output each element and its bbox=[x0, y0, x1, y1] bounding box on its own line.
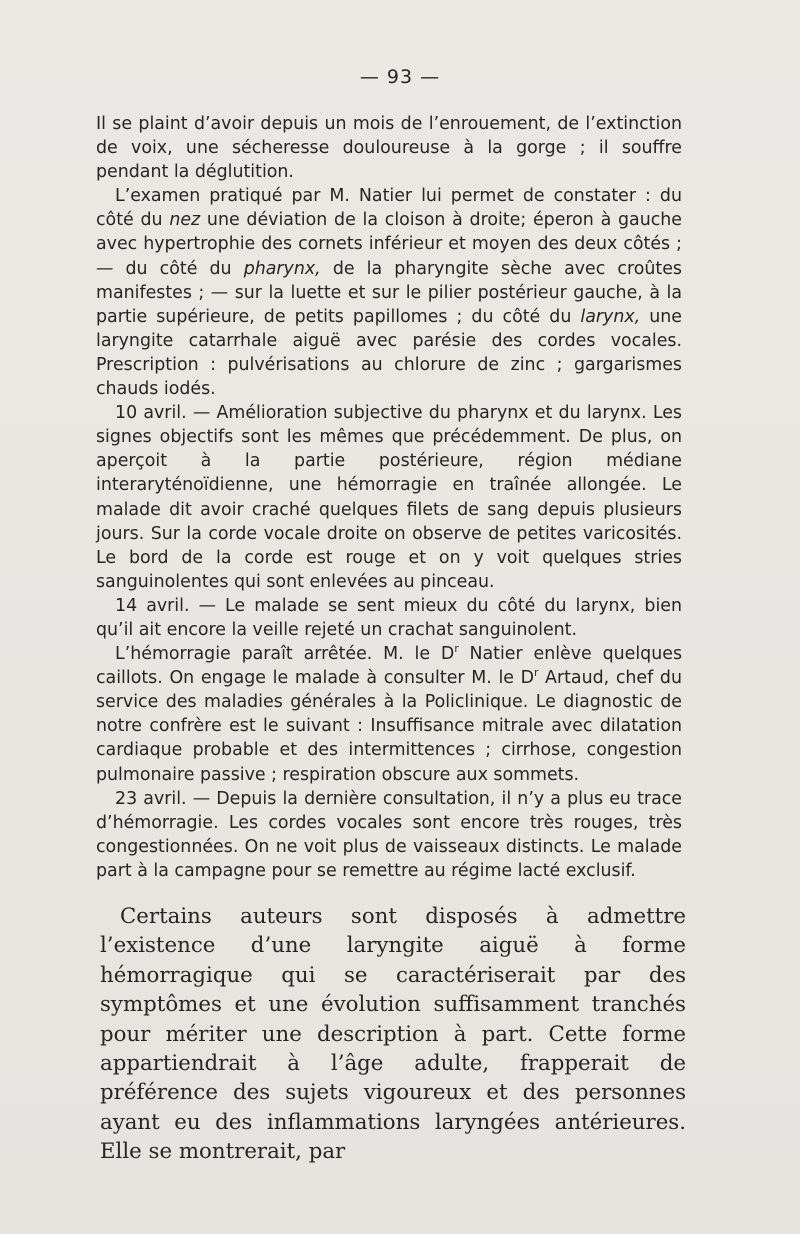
case-paragraph bbox=[96, 401, 682, 594]
text-run: L’hémorragie paraît arrêtée. M. le D bbox=[115, 644, 455, 665]
text-run: Artaud, chef du service des maladies générales à la Policlinique. Le diagnostic de notre confrère est le suivant : Insuffisance mitrale avec dilatation cardiaque probable et des intermittences ; cirrhose, congestion pulmonaire passive ; respiration obscure aux sommets. bbox=[96, 668, 682, 785]
case-paragraph bbox=[96, 112, 682, 184]
italic-term: pharynx, bbox=[243, 258, 321, 279]
text-run: Natier enlève quelques caillots. On engage le malade à consulter M. le D bbox=[96, 644, 683, 689]
italic-term: nez bbox=[169, 210, 201, 231]
text-run: 10 avril. — Amélioration subjective du pharynx et du larynx. Les signes objectifs sont les mêmes que précédemment. De plus, on aperçoit à la partie postérieure, région médiane interaryténoïdienne, une hémorragie en traînée allongée. Le malade dit avoir craché quelques filets de sang depuis plusieurs jours. Sur la corde vocale droite on observe de petites varicosités. Le bord de la corde est rouge et on y voit quelques stries sanguinolentes qui sont enlevées au pinceau. bbox=[96, 403, 682, 592]
italic-term: larynx, bbox=[580, 306, 641, 327]
case-paragraph bbox=[96, 642, 682, 787]
text-run: 14 avril. — Le malade se sent mieux du côté du larynx, bien qu’il ait encore la veille rejeté un crachat sanguinolent. bbox=[96, 595, 682, 640]
text-run: Il se plaint d’avoir depuis un mois de l’enrouement, de l’extinction de voix, une sécheresse douloureuse à la gorge ; il souffre pendant la déglutition. bbox=[96, 114, 682, 183]
case-paragraph bbox=[96, 184, 682, 401]
text-run: une laryngite catarrhale aiguë avec parésie des cordes vocales. Prescription : pulvérisations au chlorure de zinc ; gargarismes chauds iodés. bbox=[96, 306, 682, 400]
discussion-paragraph: Certains auteurs sont disposés à admettre l’existence d’une laryngite aiguë à forme hémorragique qui se caractériserait par des symptômes et une évolution suffisamment tranchés pour mériter une description à part. Cette forme appartiendrait à l’âge adulte, frapperait de préférence des sujets vigoureux et des personnes ayant eu des inflammations laryngées antérieures. Elle se montrerait, par bbox=[100, 904, 686, 1165]
superscript: r bbox=[454, 643, 459, 656]
case-paragraph bbox=[96, 594, 682, 642]
case-report-text bbox=[96, 112, 682, 883]
case-paragraph bbox=[96, 787, 682, 883]
text-run: une déviation de la cloison à droite; éperon à gauche avec hypertrophie des cornets inférieur et moyen des deux côtés ; — du côté du bbox=[96, 210, 682, 279]
text-run: 23 avril. — Depuis la dernière consultation, il n’y a plus eu trace d’hémorragie. Les cordes vocales sont encore très rouges, très congestionnées. On ne voit plus de vaisseaux distincts. Le malade part à la campagne pour se remettre au régime lacté exclusif. bbox=[96, 788, 682, 881]
page-number: — 93 — bbox=[359, 66, 441, 88]
discussion-text bbox=[100, 902, 686, 1167]
text-run: de la pharyngite sèche avec croûtes manifestes ; — sur la luette et sur le pilier postérieur gauche, à la partie supérieure, de petits papillomes ; du côté du bbox=[96, 258, 682, 327]
superscript: r bbox=[534, 667, 539, 680]
text-run: L’examen pratiqué par M. Natier lui permet de constater : du côté du bbox=[96, 186, 682, 231]
